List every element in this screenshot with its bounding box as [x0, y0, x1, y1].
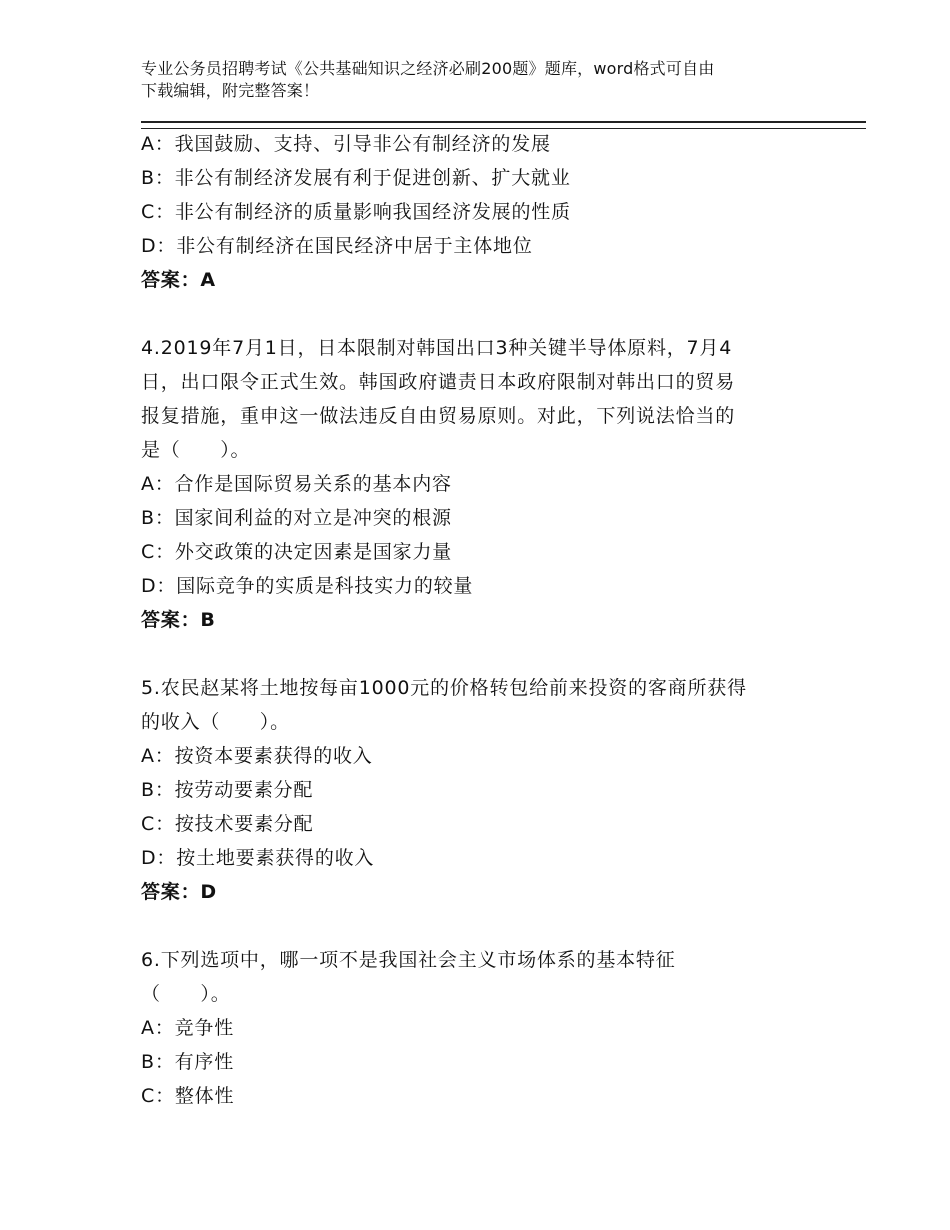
option-b: B：有序性 [141, 1051, 235, 1073]
option-d: D：按土地要素获得的收入 [141, 847, 375, 869]
answer-line: 答案：D [141, 881, 217, 903]
question-stem: 是（ ）。 [141, 439, 251, 461]
question-6 [141, 943, 811, 1113]
header-line-1: 专业公务员招聘考试《公共基础知识之经济必刷200题》题库，word格式可自由 [141, 59, 715, 78]
question-stem: 5.农民赵某将土地按每亩1000元的价格转包给前来投资的客商所获得 [141, 677, 747, 699]
option-b: B：国家间利益的对立是冲突的根源 [141, 507, 452, 529]
question-stem: 日，出口限令正式生效。韩国政府谴责日本政府限制对韩出口的贸易 [141, 371, 736, 393]
option-d: D：非公有制经济在国民经济中居于主体地位 [141, 235, 533, 257]
question-stem: 4.2019年7月1日，日本限制对韩国出口3种关键半导体原料，7月4 [141, 337, 733, 359]
header-line-2: 下载编辑，附完整答案！ [141, 81, 320, 100]
question-4 [141, 331, 811, 637]
option-b: B：按劳动要素分配 [141, 779, 314, 801]
option-a: A：我国鼓励、支持、引导非公有制经济的发展 [141, 133, 551, 155]
question-stem: 6.下列选项中，哪一项不是我国社会主义市场体系的基本特征 [141, 949, 676, 971]
spacer [141, 909, 811, 943]
option-c: C：按技术要素分配 [141, 813, 314, 835]
option-b: B：非公有制经济发展有利于促进创新、扩大就业 [141, 167, 571, 189]
question-5 [141, 671, 811, 909]
question-stem: （ ）。 [141, 983, 231, 1005]
spacer [141, 297, 811, 331]
question-3 [141, 127, 811, 297]
option-c: C：外交政策的决定因素是国家力量 [141, 541, 453, 563]
answer-line: 答案：B [141, 609, 216, 631]
spacer [141, 637, 811, 671]
option-c: C：整体性 [141, 1085, 235, 1107]
answer-line: 答案：A [141, 269, 216, 291]
option-a: A：按资本要素获得的收入 [141, 745, 373, 767]
option-d: D：国际竞争的实质是科技实力的较量 [141, 575, 474, 597]
question-stem: 的收入（ ）。 [141, 711, 290, 733]
option-a: A：合作是国际贸易关系的基本内容 [141, 473, 452, 495]
question-stem: 报复措施，重申这一做法违反自由贸易原则。对此，下列说法恰当的 [141, 405, 736, 427]
document-header [141, 58, 811, 102]
option-a: A：竞争性 [141, 1017, 234, 1039]
option-c: C：非公有制经济的质量影响我国经济发展的性质 [141, 201, 571, 223]
document-body [141, 127, 811, 1113]
